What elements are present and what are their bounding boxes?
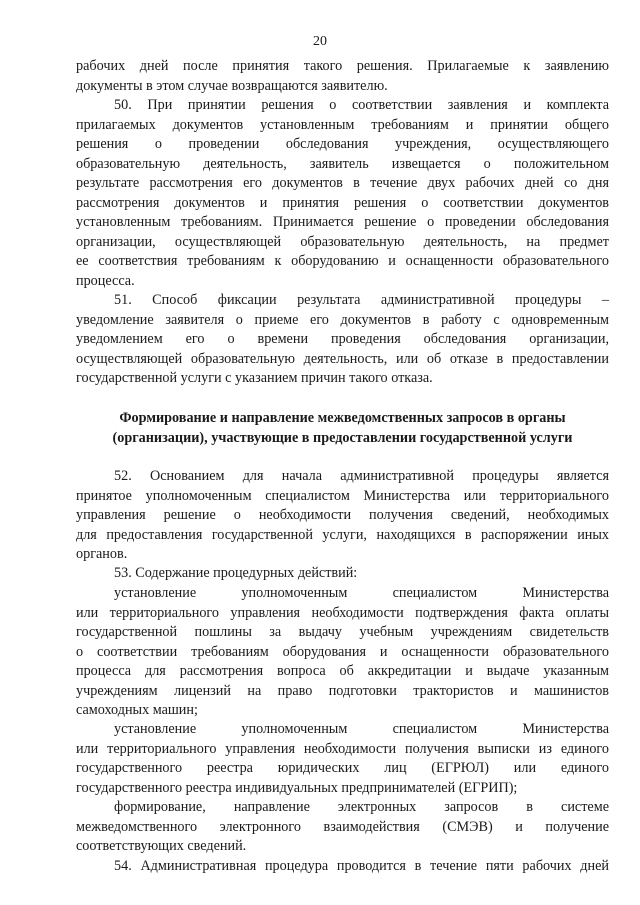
list-item-3 — [76, 798, 609, 857]
text-line: установление уполномоченным специалистом Министерства — [114, 721, 609, 737]
text-line: установление уполномоченным специалистом Министерства — [114, 585, 609, 601]
paragraph-51 — [76, 291, 609, 389]
text-line: или территориального управления необходимости подтверждения факта оплаты — [76, 604, 609, 621]
text-line: для предоставления государственной услуги, находящихся в распоряжении иных — [76, 526, 609, 543]
text-line: соответствующих сведений. — [76, 838, 247, 854]
text-line: государственного реестра юридических лиц (ЕГРЮЛ) или единого — [76, 760, 609, 776]
text-line: принятое уполномоченным специалистом Министерства или территориального — [76, 487, 609, 504]
text-line: 54. Административная процедура проводится в течение пяти рабочих дней — [114, 858, 609, 874]
text-line: уведомление заявителя о приеме его документов в работу с одновременным — [76, 311, 609, 328]
paragraph-52 — [76, 467, 609, 565]
text-line: ее соответствия требованиям к оборудованию и оснащенности образовательного — [76, 253, 609, 269]
text-line: процесса для рассмотрения вопроса об аккредитации и выдаче указанным — [76, 663, 609, 679]
text-line: 52. Основанием для начала административной процедуры является — [114, 468, 609, 484]
paragraph-53 — [76, 564, 609, 584]
text-line: учреждениям лицензий на право подготовки трактористов и машинистов — [76, 682, 609, 699]
text-line: 53. Содержание процедурных действий: — [114, 565, 358, 581]
text-line: уведомлением его о времени проведения обследования организации, — [76, 331, 609, 347]
text-line: образовательную деятельность, заявитель извещается о положительном — [76, 155, 609, 172]
text-line: управления решение о необходимости получения сведений, необходимых — [76, 507, 609, 523]
text-line: органов. — [76, 546, 128, 562]
text-line: рабочих дней после принятия такого решения. Прилагаемые к заявлению — [76, 58, 609, 74]
paragraph-50 — [76, 96, 609, 291]
text-line: организации, осуществляющей образовательную деятельность, на предмет — [76, 233, 609, 250]
text-line: государственной пошлины за выдачу учебным учреждениям свидетельств — [76, 624, 609, 640]
text-line: процесса. — [76, 272, 135, 289]
paragraph-54 — [76, 857, 609, 877]
text-line: или территориального управления необходимости получения выписки из единого — [76, 740, 609, 757]
text-line: государственного реестра индивидуальных предпринимателей (ЕГРИП); — [76, 779, 518, 796]
text-line: документы в этом случае возвращаются заявителю. — [76, 77, 388, 94]
text-line: государственной услуги с указанием причин такого отказа. — [76, 370, 433, 386]
text-line: решения о проведении обследования учреждения, осуществляющего — [76, 136, 609, 152]
text-line: результате рассмотрения его документов в течение двух рабочих дней со дня — [76, 175, 609, 191]
text-line: о соответствии требованиям оборудования и оснащенности образовательного — [76, 643, 609, 660]
heading-line: Формирование и направление межведомственных запросов в органы — [119, 410, 566, 426]
list-item-1 — [76, 584, 609, 721]
section-heading — [76, 409, 609, 448]
text-line: прилагаемых документов установленным требованиям и принятии общего — [76, 116, 609, 133]
text-line: 50. При принятии решения о соответствии заявления и комплекта — [114, 97, 609, 113]
text-line: формирование, направление электронных запросов в системе — [114, 799, 609, 815]
text-line: самоходных машин; — [76, 702, 198, 718]
text-line: рассмотрения документов и принятия решения о соответствии документов — [76, 194, 609, 211]
text-line: установленным требованиям. Принимается решение о проведении обследования — [76, 214, 609, 230]
page-number: 20 — [313, 34, 327, 49]
list-item-2 — [76, 720, 609, 798]
text-line: 51. Способ фиксации результата административной процедуры – — [114, 292, 609, 308]
paragraph-continuation — [76, 57, 609, 96]
heading-line: (организации), участвующие в предоставлении государственной услуги — [112, 429, 573, 446]
text-line: осуществляющей образовательную деятельность, или об отказе в предоставлении — [76, 350, 609, 367]
text-line: межведомственного электронного взаимодействия (СМЭВ) и получение — [76, 818, 609, 835]
